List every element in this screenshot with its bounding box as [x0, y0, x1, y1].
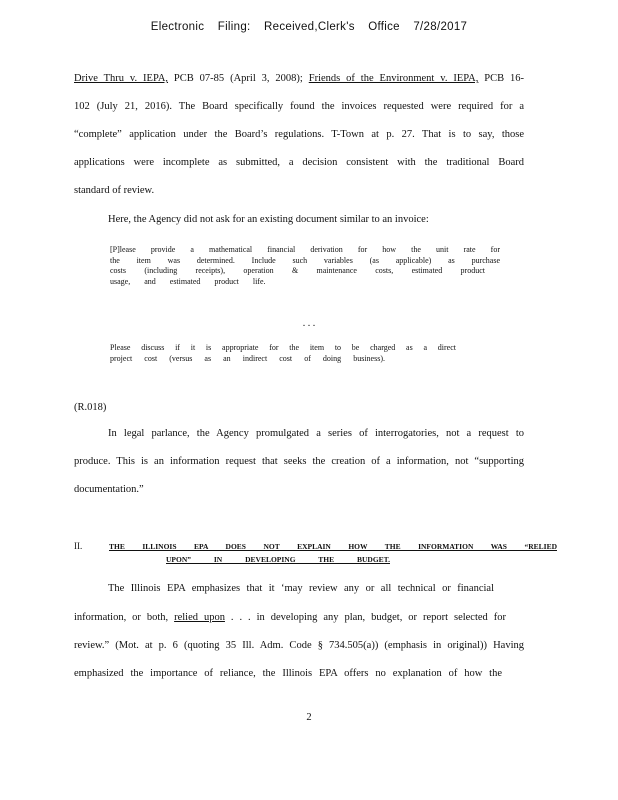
case-cite-friends: Friends of the Environment v. IEPA, — [308, 73, 479, 84]
para3-line3: documentation.” — [74, 484, 144, 495]
para1-line3: “complete” application under the Board’s regulations. T-Town at p. 27. That is to say, those — [74, 129, 524, 140]
para4-line3: review.” (Mot. at p. 6 (quoting 35 Ill. Adm. Code § 734.505(a)) (emphasis in original)) Having — [74, 640, 524, 651]
section-number: II. — [74, 541, 83, 551]
quote1-line: [P]lease provide a mathematical financial derivation for how the unit rate for — [110, 245, 500, 254]
para4-line4: emphasized the importance of reliance, the Illinois EPA offers no explanation of how the — [74, 668, 502, 679]
record-citation: (R.018) — [74, 402, 107, 413]
para1-line2: 102 (July 21, 2016). The Board specifically found the invoices requested were required for a — [74, 101, 524, 112]
block-quote-1 — [110, 245, 500, 287]
quote1-line: the item was determined. Include such variables (as applicable) as purchase — [110, 255, 500, 265]
para4-line2-end: . . . in developing any plan, budget, or report selected for — [224, 612, 506, 623]
quote2-line: project cost (versus as an indirect cost of doing business). — [110, 353, 385, 363]
para1-line1 — [74, 73, 524, 84]
quote1-line: usage, and estimated product life. — [110, 276, 266, 286]
para1-line1-end: PCB 16- — [478, 73, 525, 84]
page-number: 2 — [306, 712, 312, 723]
para3-line1: In legal parlance, the Agency promulgated a series of interrogatories, not a request to — [108, 428, 524, 439]
para3-line2: produce. This is an information request that seeks the creation of a information, not “supporting — [74, 456, 524, 467]
para1-line1-mid: PCB 07-85 (April 3, 2008); — [168, 73, 309, 84]
case-cite-drive-thru: Drive Thru v. IEPA, — [74, 73, 169, 84]
quote2-line: Please discuss if it is appropriate for the item to be charged as a direct — [110, 343, 456, 352]
section-heading-line1: THE ILLINOIS EPA DOES NOT EXPLAIN HOW THE INFORMATION WAS “RELIED — [109, 542, 557, 551]
quote1-line: costs (including receipts), operation & maintenance costs, estimated product — [110, 266, 485, 275]
para1-line5: standard of review. — [74, 185, 155, 196]
para4-line1: The Illinois EPA emphasizes that it ‘may review any or all technical or financial — [108, 583, 494, 594]
para4-line2 — [74, 612, 506, 623]
relied-upon-emphasis: relied upon — [174, 612, 225, 623]
ellipsis: . . . — [302, 318, 316, 329]
efiling-header: Electronic Filing: Received,Clerk's Office 7/28/2017 — [150, 21, 468, 33]
block-quote-2 — [110, 343, 456, 364]
para2-line1: Here, the Agency did not ask for an existing document similar to an invoice: — [108, 214, 429, 225]
section-heading-line2: UPON” IN DEVELOPING THE BUDGET. — [166, 555, 390, 564]
para1-line4: applications were incomplete as submitted, a decision consistent with the traditional Board — [74, 157, 524, 168]
para4-line2-start: information, or both, — [74, 612, 175, 623]
